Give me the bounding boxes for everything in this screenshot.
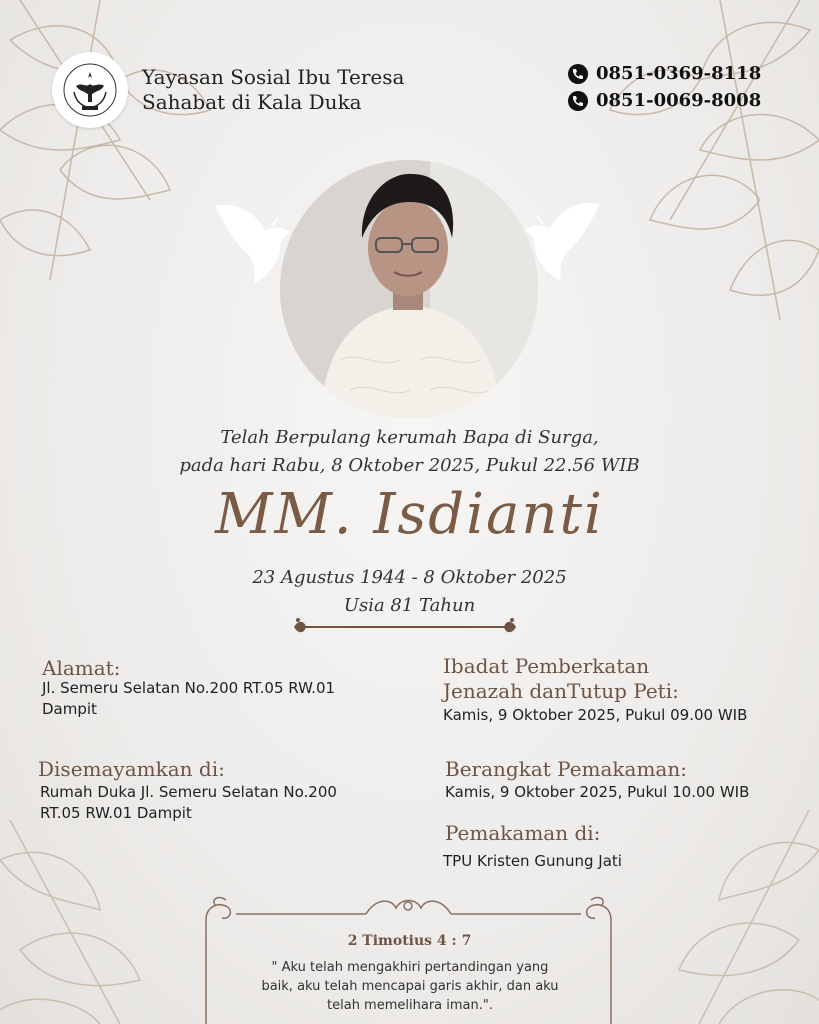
floral-bottom-right-decoration <box>619 810 819 1024</box>
verse-reference: 2 Timotius 4 : 7 <box>347 933 472 949</box>
ibadat-label <box>443 654 679 704</box>
phone-icon <box>568 64 588 84</box>
contact-phones <box>568 60 761 114</box>
verse-line-2: baik, aku telah mencapai garis akhir, dan aku <box>261 979 559 994</box>
ibadat-value: Kamis, 9 Oktober 2025, Pukul 09.00 WIB <box>443 706 748 724</box>
life-dates <box>0 564 819 620</box>
age: Usia 81 Tahun <box>343 595 476 616</box>
floral-top-right-decoration <box>590 0 819 330</box>
floral-bottom-left-decoration <box>0 820 200 1024</box>
organization-name: Yayasan Sosial Ibu Teresa <box>142 65 405 89</box>
announcement-line-1: Telah Berpulang kerumah Bapa di Surga, <box>220 427 599 448</box>
organization-logo <box>52 52 128 128</box>
phone-row[interactable] <box>568 87 761 114</box>
ibadat-label-line-1: Ibadat Pemberkatan <box>443 654 650 678</box>
organization-header <box>52 52 404 128</box>
phone-number-2[interactable]: 0851-0069-8008 <box>596 90 762 111</box>
phone-number-1[interactable]: 0851-0369-8118 <box>596 63 762 84</box>
floral-top-left-decoration <box>0 0 240 300</box>
ibadat-label-line-2: Jenazah danTutup Peti: <box>443 679 679 703</box>
pemakaman-value: TPU Kristen Gunung Jati <box>443 852 622 870</box>
verse-text <box>240 958 580 1015</box>
phone-icon <box>568 91 588 111</box>
disemayamkan-label: Disemayamkan di: <box>38 757 225 781</box>
deceased-portrait <box>280 160 538 418</box>
announcement-line-2: pada hari Rabu, 8 Oktober 2025, Pukul 22.56 WIB <box>179 455 640 476</box>
organization-tagline: Sahabat di Kala Duka <box>142 90 362 114</box>
birth-death-dates: 23 Agustus 1944 - 8 Oktober 2025 <box>252 567 567 588</box>
berangkat-value: Kamis, 9 Oktober 2025, Pukul 10.00 WIB <box>445 783 750 801</box>
deceased-name: MM. Isdianti <box>215 482 604 547</box>
verse-line-3: telah memelihara iman.". <box>327 998 493 1013</box>
disemayamkan-line-2: RT.05 RW.01 Dampit <box>40 804 192 822</box>
ornamental-divider <box>292 616 518 638</box>
alamat-line-1: Jl. Semeru Selatan No.200 RT.05 RW.01 <box>42 679 336 697</box>
emblem-icon <box>62 62 118 118</box>
pemakaman-label: Pemakaman di: <box>445 821 601 845</box>
disemayamkan-line-1: Rumah Duka Jl. Semeru Selatan No.200 <box>40 783 337 801</box>
disemayamkan-value <box>40 782 337 824</box>
phone-row[interactable] <box>568 60 761 87</box>
alamat-line-2: Dampit <box>42 700 97 718</box>
alamat-label: Alamat: <box>42 656 121 680</box>
announcement <box>0 424 819 480</box>
alamat-value <box>42 678 335 720</box>
berangkat-label: Berangkat Pemakaman: <box>445 757 687 781</box>
verse-line-1: " Aku telah mengakhiri pertandingan yang <box>271 960 549 975</box>
